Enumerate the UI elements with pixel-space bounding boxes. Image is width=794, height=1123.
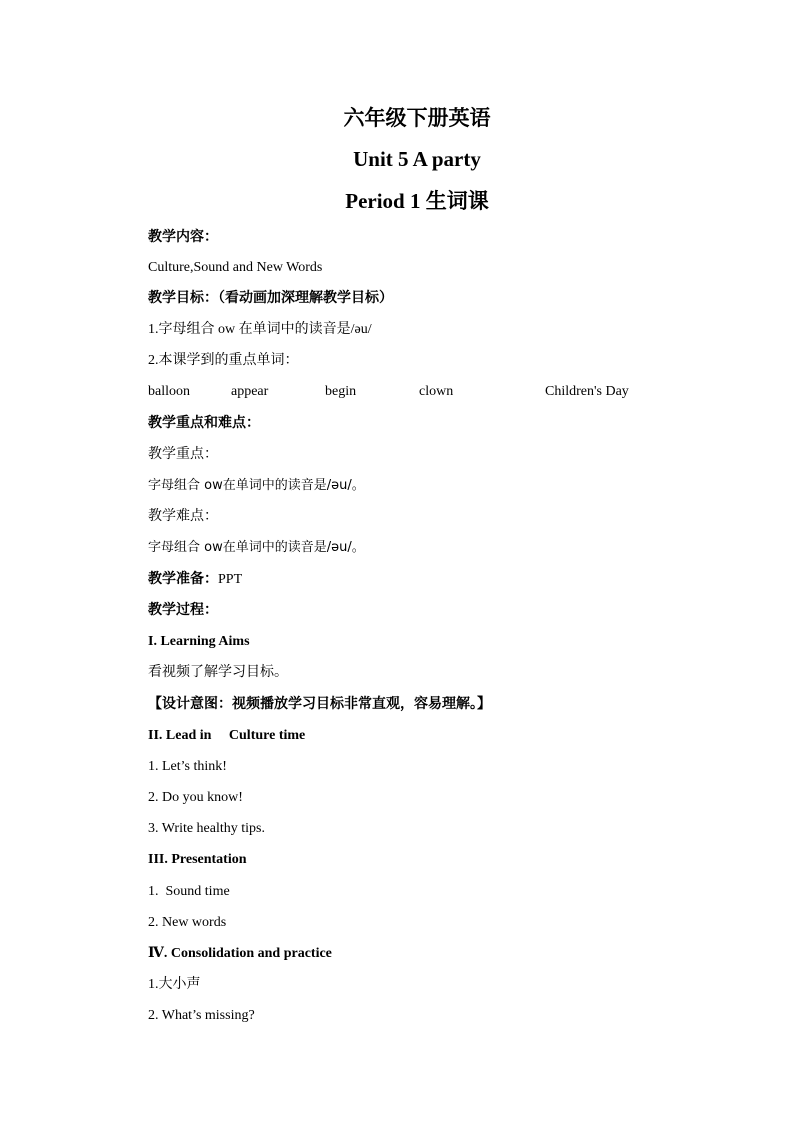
process-label: 教学过程： [148,603,218,618]
grade-title: 六年级下册英语 [343,106,491,130]
key-word: begin [325,384,357,399]
list-item: 3. Write healthy tips. [148,821,265,836]
key-word: balloon [148,384,190,399]
preparation-value: PPT [218,572,243,587]
objective-item-1: 1.字母组合 ow 在单词中的读音是/əu/ [148,322,372,337]
content-text: Culture,Sound and New Words [148,260,323,275]
section-1-title: I. Learning Aims [148,634,250,649]
key-word: clown [419,384,454,399]
focus-text: 字母组合 ow在单词中的读音是/əu/。 [148,478,365,493]
difficulty-text: 字母组合 ow在单词中的读音是/əu/。 [148,540,365,555]
unit-title: Unit 5 A party [353,147,481,171]
key-points-label: 教学重点和难点： [148,416,260,431]
section-4-title: Ⅳ. Consolidation and practice [148,946,332,961]
preparation-label: 教学准备： [148,572,218,587]
section-1-text: 看视频了解学习目标。 [148,665,288,680]
key-word: appear [231,384,269,399]
content-label: 教学内容： [148,230,218,245]
list-item: 2. Do you know! [148,790,243,805]
list-item: 2. What’s missing? [148,1008,255,1023]
list-item: 1. Sound time [148,884,230,899]
focus-label: 教学重点： [148,447,218,462]
objectives-label: 教学目标：（看动画加深理解教学目标） [148,291,393,306]
key-word: Children's Day [545,384,629,399]
section-3-title: III. Presentation [148,852,247,867]
list-item: 1.大小声 [148,977,201,992]
difficulty-label: 教学难点： [148,509,218,524]
list-item: 1. Let’s think! [148,759,227,774]
objective-item-2: 2.本课学到的重点单词： [148,353,299,368]
list-item: 2. New words [148,915,227,930]
period-title: Period 1 生词课 [345,189,489,213]
section-1-note: 【设计意图：视频播放学习目标非常直观，容易理解。】 [148,697,491,712]
preparation-line [148,571,242,589]
section-2-title: II. Lead in Culture time [148,728,306,743]
